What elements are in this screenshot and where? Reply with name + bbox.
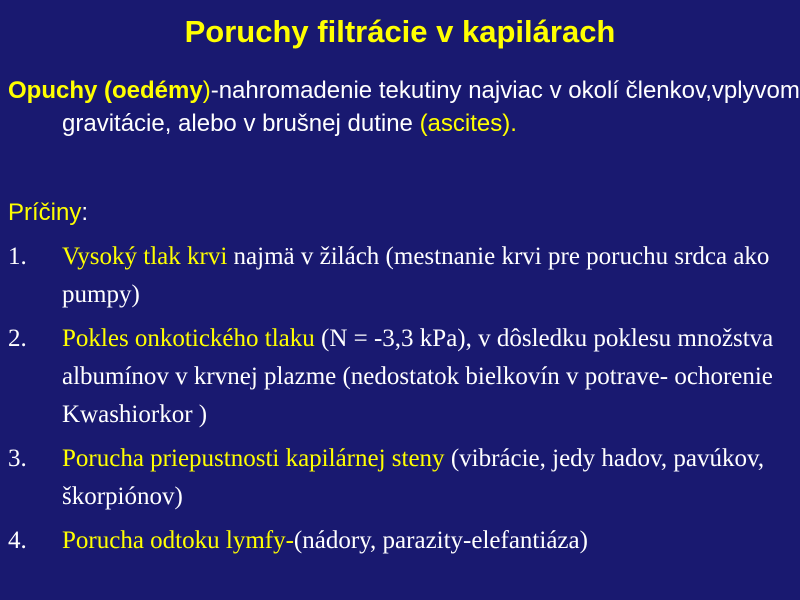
causes-heading	[8, 196, 88, 229]
intro-text: -nahromadenie tekutiny najviac v okolí členkov,vplyvom gravitácie, alebo v brušnej dutine	[62, 77, 800, 137]
cause-highlight: Pokles onkotického tlaku	[62, 325, 315, 352]
intro-term: Opuchy (oedémy	[8, 77, 203, 104]
cause-highlight: Porucha priepustnosti kapilárnej steny	[62, 445, 445, 472]
cause-item-1	[8, 238, 792, 314]
cause-highlight: Vysoký tlak krvi	[62, 243, 228, 270]
causes-colon: :	[81, 199, 89, 226]
cause-item-4	[8, 522, 792, 560]
cause-number: 1.	[8, 243, 27, 270]
intro-paragraph	[8, 74, 800, 140]
slide-title: Poruchy filtrácie v kapilárach	[184, 14, 616, 49]
intro-term-close: )	[202, 77, 211, 104]
cause-text: (N = -3,3 kPa), v dôsledku poklesu množstva albumínov v krvnej plazme (nedostatok bielkovín v potrave- ochorenie Kwashiorkor )	[62, 325, 774, 428]
cause-number: 4.	[8, 527, 27, 554]
cause-highlight: Porucha odtoku lymfy-	[62, 527, 294, 554]
cause-item-3	[8, 440, 792, 516]
cause-item-2	[8, 320, 792, 434]
cause-number: 2.	[8, 325, 27, 352]
causes-label: Príčiny	[8, 199, 82, 226]
cause-text: (nádory, parazity-elefantiáza)	[293, 527, 588, 554]
intro-end: .	[510, 110, 517, 137]
cause-number: 3.	[8, 445, 27, 472]
cause-text: (vibrácie, jedy hadov, pavúkov, škorpiónov)	[62, 445, 765, 510]
intro-highlight: (ascites)	[419, 110, 511, 137]
cause-text: najmä v žilách (mestnanie krvi pre poruchu srdca ako pumpy)	[62, 243, 770, 308]
